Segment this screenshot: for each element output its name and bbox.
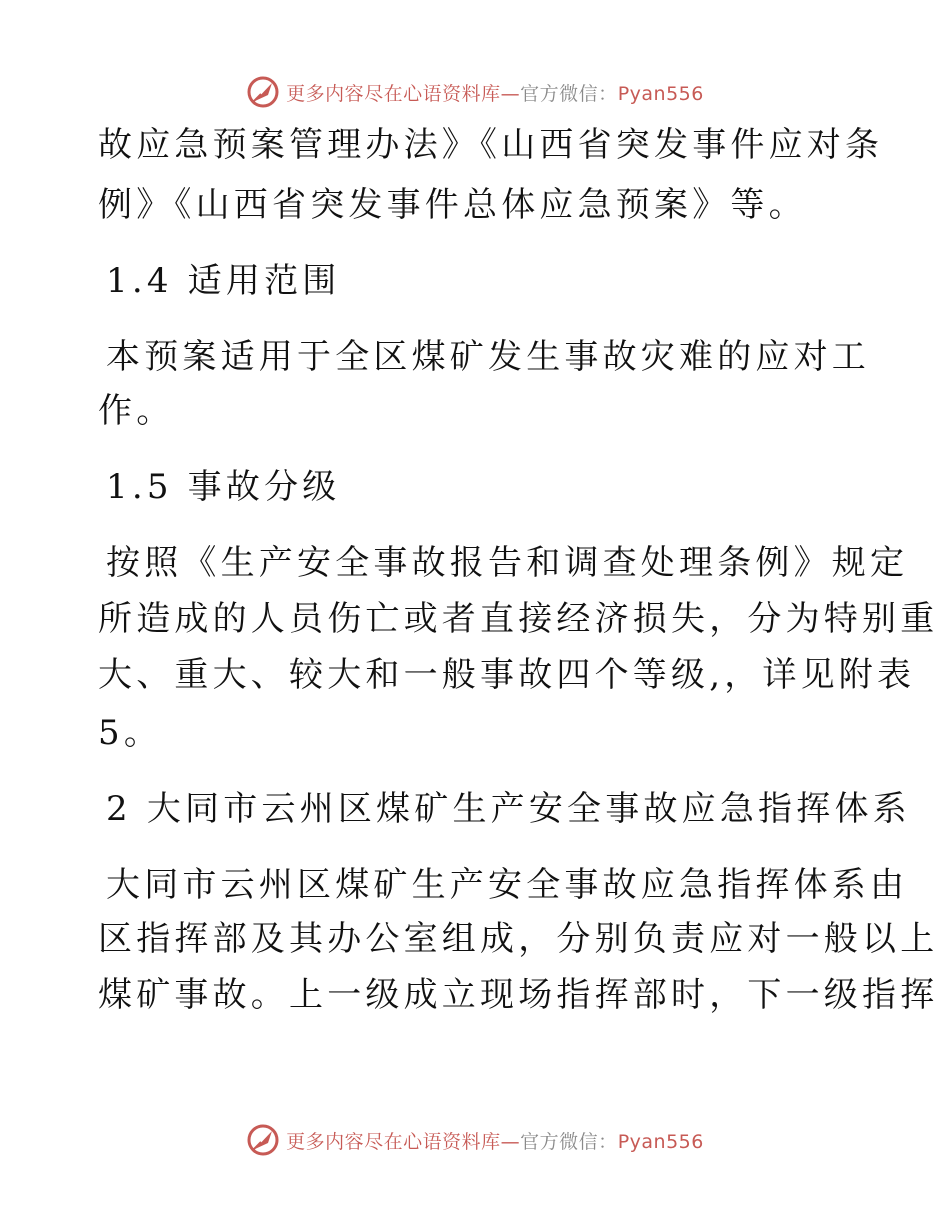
watermark-text	[286, 79, 704, 106]
body-line-9: 大同市云州区煤矿生产安全事故应急指挥体系由	[106, 865, 909, 905]
watermark-wechat-id: Pyan556	[617, 1130, 704, 1153]
section-heading-1-5: 1.5 事故分级	[106, 467, 341, 507]
section-heading-1-4: 1.4 适用范围	[106, 261, 341, 301]
body-line-6: 所造成的人员伤亡或者直接经济损失，分为特别重	[98, 599, 939, 639]
body-line-10: 区指挥部及其办公室组成，分别负责应对一般以上	[98, 919, 939, 959]
body-line-7: 大、重大、较大和一般事故四个等级,，详见附表	[98, 655, 916, 695]
watermark-wechat-id: Pyan556	[617, 82, 704, 105]
watermark-site: 更多内容尽在心语资料库—	[286, 82, 521, 105]
body-line-4: 作。	[98, 391, 175, 431]
body-line-11: 煤矿事故。上一级成立现场指挥部时，下一级指挥	[98, 975, 939, 1015]
feather-logo-icon	[246, 75, 280, 109]
footer-watermark	[0, 1120, 950, 1160]
watermark-site: 更多内容尽在心语资料库—	[286, 1130, 521, 1153]
header-watermark	[0, 72, 950, 112]
feather-logo-icon	[246, 1123, 280, 1157]
body-line-2: 例》《山西省突发事件总体应急预案》等。	[98, 185, 807, 225]
watermark-text	[286, 1127, 704, 1154]
body-line-1: 故应急预案管理办法》《山西省突发事件应对条	[98, 125, 884, 165]
section-heading-2: 2 大同市云州区煤矿生产安全事故应急指挥体系	[106, 789, 911, 829]
body-line-3: 本预案适用于全区煤矿发生事故灾难的应对工	[106, 337, 870, 377]
body-line-8: 5。	[98, 713, 163, 753]
watermark-wechat-label: 官方微信：	[520, 82, 618, 105]
watermark-wechat-label: 官方微信：	[520, 1130, 618, 1153]
body-line-5: 按照《生产安全事故报告和调查处理条例》规定	[106, 543, 909, 583]
